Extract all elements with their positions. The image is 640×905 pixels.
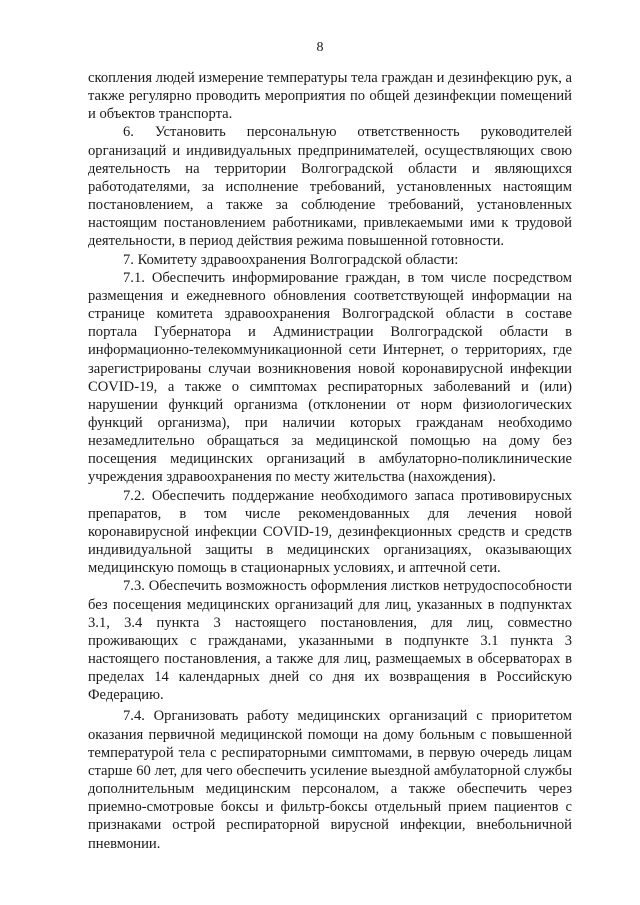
paragraph-item-7-4: 7.4. Организовать работу медицинских организаций с приоритетом оказания первичной медицинской помощи на дому больным с повышенной температурой тела с респираторными симптомами, в первую очередь лицам старше 60 лет, для чего обеспечить усиление выездной амбулаторной службы дополнительным медицинским персоналом, а также обеспечить через приемно-смотровые боксы и фильтр-боксы отдельный прием пациентов с признаками острой респираторной вирусной инфекции, внебольничной пневмонии. — [88, 708, 572, 852]
paragraph-item-6: 6. Установить персональную ответственность руководителей организаций и индивидуальных предпринимателей, осуществляющих свою деятельность на территории Волгоградской области и являющихся работодателями, за исполнение требований, установленных настоящим постановлением, а также за соблюдение требований, установленных настоящим постановлением работниками, привлекаемыми ими к трудовой деятельности, в период действия режима повышенной готовности. — [88, 124, 572, 250]
page-number: 8 — [316, 40, 324, 55]
paragraph-item-7-2: 7.2. Обеспечить поддержание необходимого запаса противовирусных препаратов, в том числе рекомендованных для лечения новой коронавирусной инфекции COVID-19, дезинфекционных средств и средств индивидуальной защиты в медицинских организациях, оказывающих медицинскую помощь в стационарных условиях, и аптечной сети. — [88, 487, 572, 577]
paragraph-item-7-3: 7.3. Обеспечить возможность оформления листков нетрудоспособности без посещения медицинских организаций для лиц, указанных в подпунктах 3.1, 3.4 пункта 3 настоящего постановления, для лиц, совместно проживающих с гражданами, указанными в подпункте 3.1 пункта 3 настоящего постановления, а также для лиц, размещаемых в обсерваторах в пределах 14 календарных дней со дня их возвращения в Российскую Федерацию. — [88, 578, 572, 704]
document-body — [88, 69, 572, 853]
paragraph-item-7-1: 7.1. Обеспечить информирование граждан, в том числе посредством размещения и ежедневного обновления соответствующей информации на странице комитета здравоохранения Волгоградской области в составе портала Губернатора и Администрации Волгоградской области в информационно-телекоммуникационной сети Интернет, о территориях, где зарегистрированы случаи возникновения новой коронавирусной инфекции COVID-19, а также о симптомах респираторных заболеваний и (или) нарушении функций организма (отклонении от норм физиологических функций организма), при наличии которых гражданам необходимо незамедлительно обращаться за медицинской помощью на дому без посещения медицинских организаций в амбулаторно-поликлинические учреждения здравоохранения по месту жительства (нахождения). — [88, 269, 572, 486]
paragraph-item-7: 7. Комитету здравоохранения Волгоградской области: — [123, 251, 459, 268]
paragraph-continuation: скопления людей измерение температуры тела граждан и дезинфекцию рук, а также регулярно проводить мероприятия по общей дезинфекции помещений и объектов транспорта. — [88, 70, 572, 123]
